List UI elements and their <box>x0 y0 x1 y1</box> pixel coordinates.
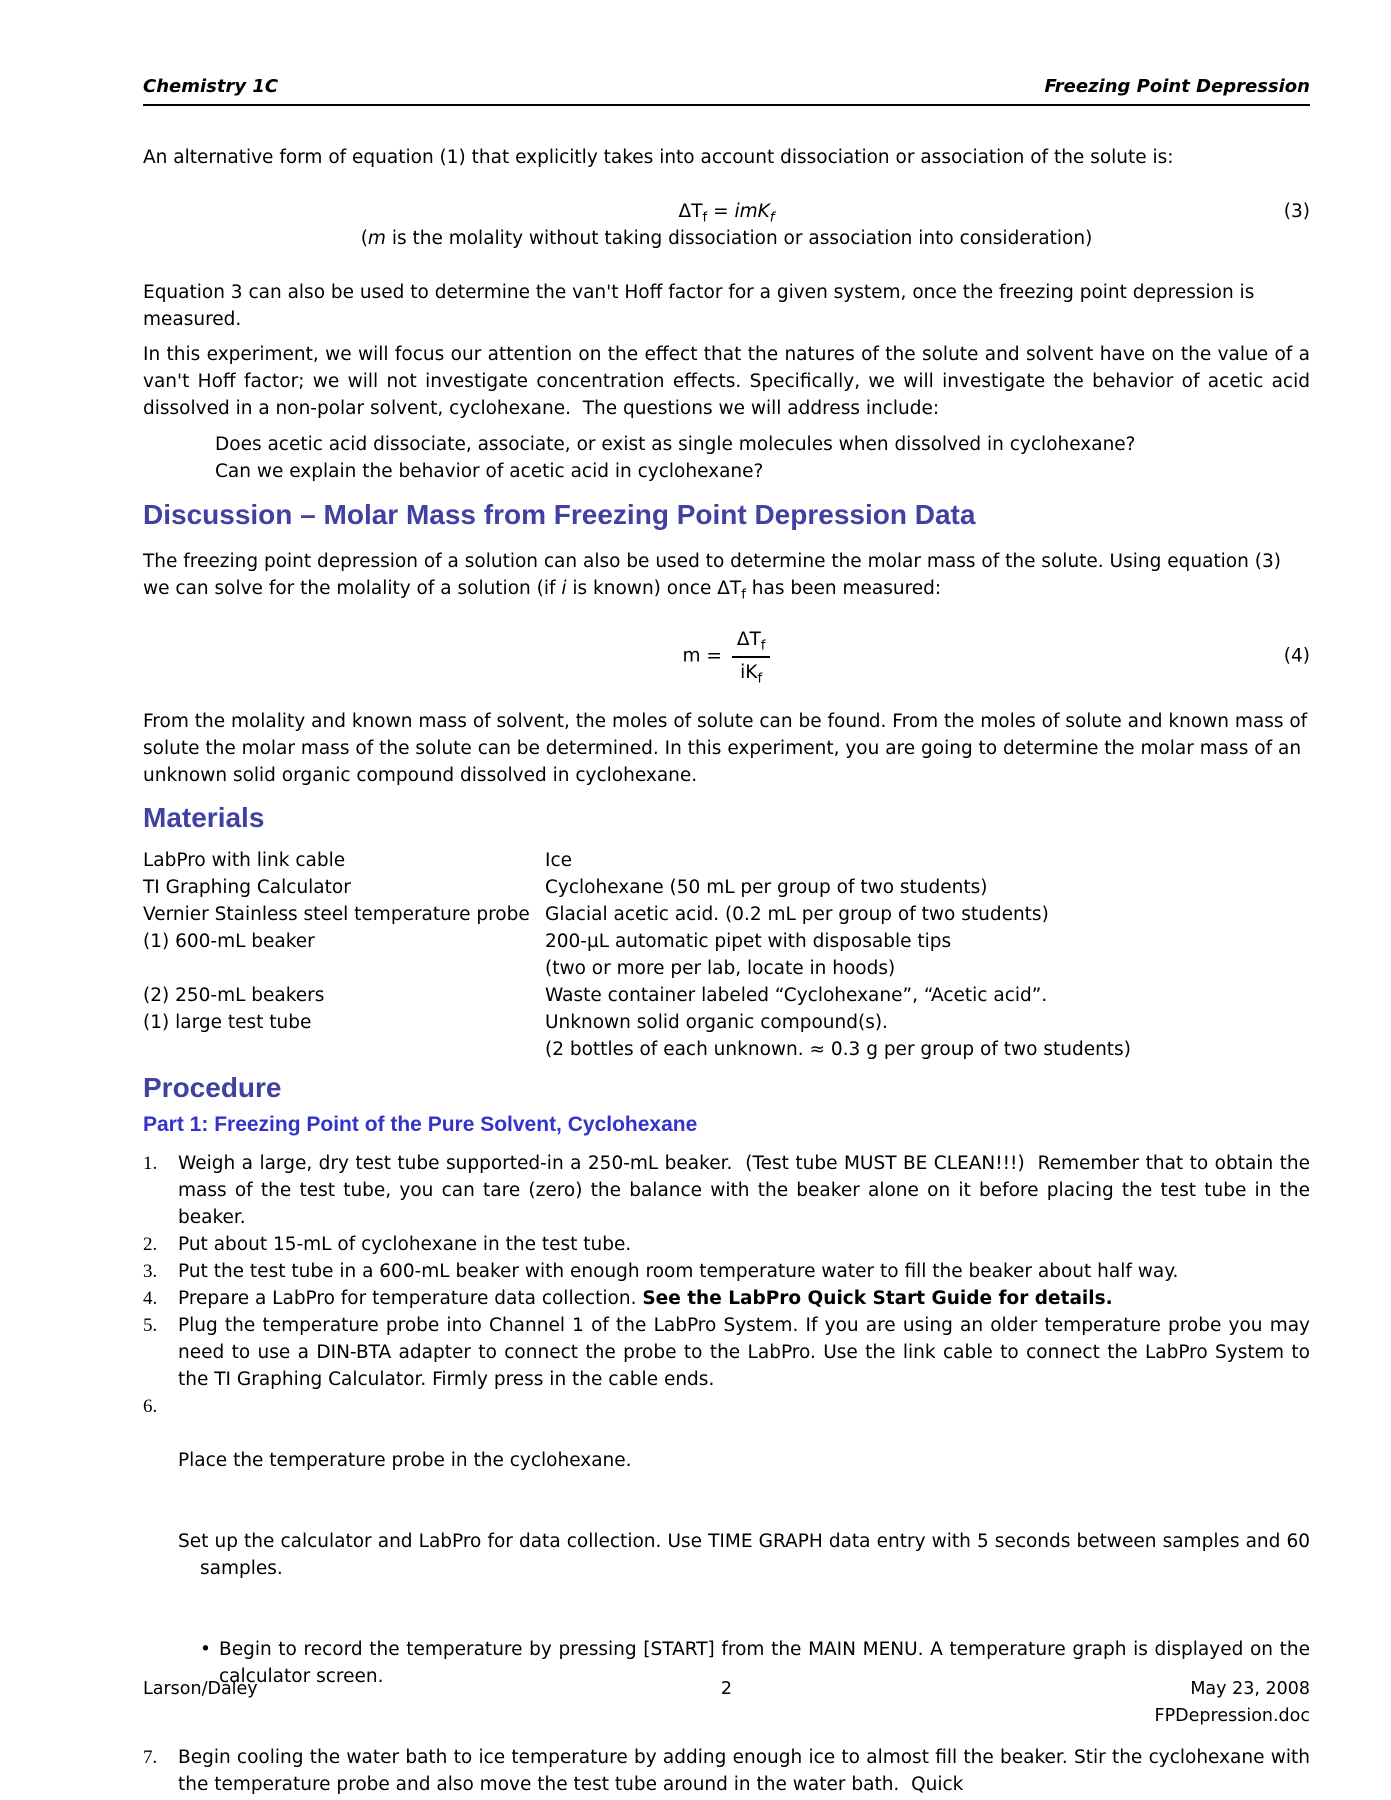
item-6-line-2: Set up the calculator and LabPro for data collection. Use TIME GRAPH data entry with 5 seconds between samples and 60 samples. <box>178 1531 1316 1579</box>
equation-4 <box>143 612 1310 700</box>
eq4-equals: = <box>700 645 728 666</box>
materials-row <box>143 982 1310 1009</box>
eq3-rhs-subscript: f <box>769 210 775 226</box>
item-number: 2. <box>143 1234 158 1255</box>
procedure-item-4 <box>143 1285 1310 1312</box>
item-6-line-1: Place the temperature probe in the cyclohexane. <box>178 1450 632 1471</box>
eq4-num-base: ΔT <box>736 628 761 650</box>
item-text: Plug the temperature probe into Channel 1 of the LabPro System. If you are using an older temperature probe you may need to use a DIN-BTA adapter to connect the probe to the LabPro. Use the link cable to connect the LabPro System to the TI Graphing Calculator. Firmly press in the cable ends. <box>178 1315 1316 1390</box>
discussion-heading: Discussion – Molar Mass from Freezing Point Depression Data <box>143 499 976 530</box>
procedure-item-2 <box>143 1231 1310 1258</box>
materials-row <box>143 928 1310 955</box>
caption-text: is the molality without taking dissociation or association into consideration) <box>385 228 1093 249</box>
eq3-lhs: ΔT <box>678 201 703 222</box>
eq4-lhs: m <box>682 645 701 666</box>
equation-3-body <box>678 201 775 226</box>
bullet-glyph: • <box>200 1639 211 1660</box>
footer-filename: FPDepression.doc <box>1154 1706 1310 1726</box>
disc-p1-run-c: is known) once ΔT <box>566 578 742 599</box>
item-number: 1. <box>143 1153 158 1174</box>
page-header <box>143 76 1310 106</box>
item-4-bold-run: See the LabPro Quick Start Guide for details. <box>642 1288 1113 1309</box>
item-number: 5. <box>143 1315 158 1336</box>
footer-date: May 23, 2008 <box>1190 1679 1310 1699</box>
vant-hoff-paragraph: Equation 3 can also be used to determine the van't Hoff factor for a given system, once the freezing point depression is measured. <box>143 282 1261 330</box>
materials-right-cell: Unknown solid organic compound(s). <box>545 1012 888 1033</box>
footer-page-number: 2 <box>720 1679 733 1699</box>
item-number: 7. <box>143 1747 158 1768</box>
procedure-item-3 <box>143 1258 1310 1285</box>
footer-authors: Larson/Daley <box>143 1679 258 1699</box>
materials-row <box>143 1036 1310 1063</box>
disc-p1-italic-i: i <box>561 578 567 599</box>
materials-right-cell: Cyclohexane (50 mL per group of two students) <box>545 877 988 898</box>
item-text: Put the test tube in a 600-mL beaker with enough room temperature water to fill the beaker about half way. <box>178 1261 1179 1282</box>
page-footer <box>143 1676 1310 1726</box>
materials-table <box>143 847 1310 1063</box>
discussion-paragraph-2: From the molality and known mass of solvent, the moles of solute can be found. From the moles of solute and known mass of solute the molar mass of the solute can be determined. In this experiment, you are going to determine the molar mass of an unknown solid organic compound dissolved in cyclohexane. <box>143 711 1314 786</box>
materials-row <box>143 874 1310 901</box>
item-text <box>178 1285 1310 1312</box>
equation-3-number: (3) <box>1283 201 1310 222</box>
materials-left-cell: Vernier Stainless steel temperature probe <box>143 904 530 925</box>
disc-p1-run-e: has been measured: <box>745 578 942 599</box>
item-number: 4. <box>143 1288 158 1309</box>
eq4-den-base: iK <box>740 661 758 683</box>
equation-3 <box>143 198 1310 225</box>
question-1: Does acetic acid dissociate, associate, or exist as single molecules when dissolved in cyclohexane? <box>215 434 1136 455</box>
materials-right-cell: Ice <box>545 850 573 871</box>
question-2: Can we explain the behavior of acetic acid in cyclohexane? <box>215 461 764 482</box>
materials-left-cell: (2) 250-mL beakers <box>143 985 325 1006</box>
question-block <box>215 431 1310 485</box>
equation-4-body <box>683 625 771 688</box>
materials-right-cell: 200-µL automatic pipet with disposable tips <box>545 931 952 952</box>
eq4-fraction <box>732 625 771 688</box>
header-course: Chemistry 1C <box>143 76 279 97</box>
materials-left-cell: (1) large test tube <box>143 1012 312 1033</box>
materials-left-cell <box>143 955 545 982</box>
procedure-item-1 <box>143 1150 1316 1231</box>
materials-left-cell: TI Graphing Calculator <box>143 877 351 898</box>
part1-heading: Part 1: Freezing Point of the Pure Solvent, Cyclohexane <box>143 1113 698 1136</box>
procedure-heading: Procedure <box>143 1072 282 1103</box>
item-number: 3. <box>143 1261 158 1282</box>
header-doc-title: Freezing Point Depression <box>1044 76 1310 97</box>
eq4-num-subscript: f <box>760 638 766 654</box>
procedure-item-5 <box>143 1312 1316 1393</box>
disc-p1-run-a: The freezing point depression of a solution can also be used to determine the molar mass of the solute. Using equation (3) we can solve for the molality of a solution (if <box>143 551 1287 599</box>
item-6-bullet-text: Begin to record the temperature by pressing [START] from the MAIN MENU. A temperature graph is displayed on the calculator screen. <box>219 1639 1316 1687</box>
equation-4-number: (4) <box>1283 645 1310 667</box>
experiment-focus-paragraph: In this experiment, we will focus our attention on the effect that the natures of the solute and solvent have on the value of a van't Hoff factor; we will not investigate concentration effects. Specifically, we will investigate the behavior of acetic acid dissolved in a non-polar solvent, cyclohexane. The questions we will address include: <box>143 344 1316 419</box>
intro-paragraph: An alternative form of equation (1) that explicitly takes into account dissociation or association of the solute is: <box>143 147 1174 168</box>
materials-left-cell: (1) 600-mL beaker <box>143 931 315 952</box>
item-text: Begin cooling the water bath to ice temperature by adding enough ice to almost fill the beaker. Stir the cyclohexane with the temperature probe and also move the test tube around in the water bath. Quick <box>178 1747 1316 1795</box>
materials-heading: Materials <box>143 802 265 833</box>
materials-left-cell <box>143 1036 545 1063</box>
materials-row <box>143 955 1310 982</box>
disc-p1-subscript-f: f <box>741 587 746 603</box>
eq3-rhs <box>734 201 775 226</box>
eq3-rhs-base: imK <box>734 201 770 222</box>
procedure-item-7 <box>143 1744 1316 1798</box>
materials-row <box>143 847 1310 874</box>
item-text: Put about 15-mL of cyclohexane in the test tube. <box>178 1234 632 1255</box>
item-number: 6. <box>143 1396 158 1417</box>
discussion-paragraph-1 <box>143 548 1310 602</box>
equation-3-caption <box>143 225 1310 252</box>
materials-row <box>143 1009 1310 1036</box>
materials-right-cell: Glacial acetic acid. (0.2 mL per group of two students) <box>545 904 1049 925</box>
eq3-equals: = <box>707 201 735 222</box>
materials-row <box>143 901 1310 928</box>
eq4-denominator <box>732 658 771 688</box>
materials-right-cell: (two or more per lab, locate in hoods) <box>545 958 896 979</box>
item-text: Weigh a large, dry test tube supported-in a 250-mL beaker. (Test tube MUST BE CLEAN!!!) Remember that to obtain the mass of the test tube, you can tare (zero) the balance with the beaker alone on it before placing the test tube in the beaker. <box>178 1153 1316 1228</box>
caption-open-paren: ( <box>360 228 368 249</box>
footer-right-block <box>1155 1676 1310 1730</box>
eq3-lhs-subscript: f <box>702 210 708 226</box>
materials-right-cell: Waste container labeled “Cyclohexane”, “Acetic acid”. <box>545 985 1048 1006</box>
materials-left-cell: LabPro with link cable <box>143 850 346 871</box>
eq4-den-subscript: f <box>757 671 763 687</box>
caption-m-symbol: m <box>367 228 386 249</box>
materials-right-cell: (2 bottles of each unknown. ≈ 0.3 g per group of two students) <box>545 1039 1131 1060</box>
eq4-numerator <box>732 625 771 658</box>
item-4-run-a: Prepare a LabPro for temperature data collection. <box>178 1288 643 1309</box>
